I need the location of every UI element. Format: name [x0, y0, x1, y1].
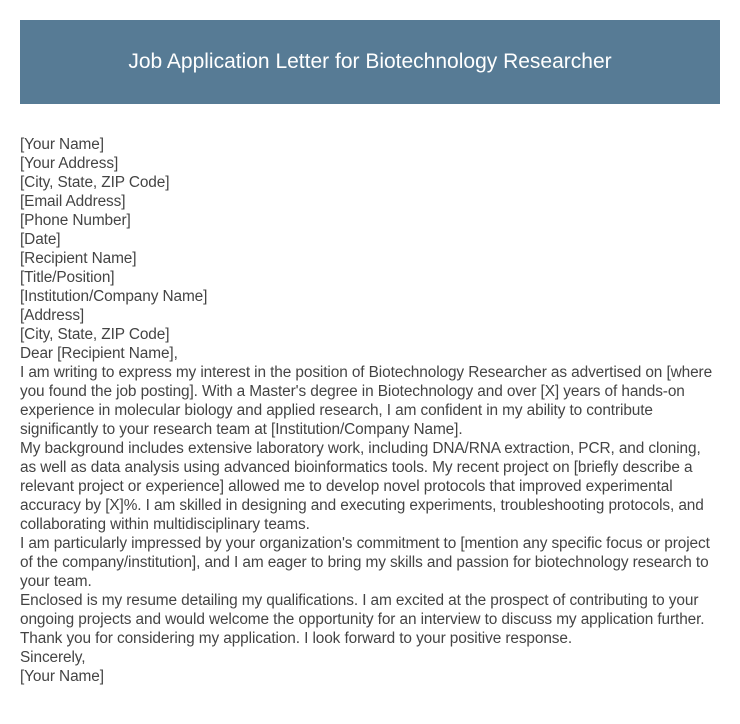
- signature: [Your Name]: [20, 668, 104, 685]
- paragraph-background: My background includes extensive laboratory work, including DNA/RNA extraction, PCR, and cloning, as well as data analysis using advanced bioinformatics tools. My recent project on [briefly describe a relevant project or experience] allowed me to develop novel protocols that improved experimental accuracy by [X]%. I am skilled in designing and executing experiments, troubleshooting protocols, and collaborating within multidisciplinary teams.: [20, 440, 704, 533]
- paragraph-enclosure: Enclosed is my resume detailing my qualifications. I am excited at the prospect of contributing to your ongoing projects and would welcome the opportunity for an interview to discuss my application further.: [20, 592, 705, 628]
- recipient-city-state-zip: [City, State, ZIP Code]: [20, 326, 170, 343]
- paragraph-thanks: Thank you for considering my application. I look forward to your positive response.: [20, 630, 573, 647]
- closing: Sincerely,: [20, 649, 86, 666]
- salutation: Dear [Recipient Name],: [20, 345, 178, 362]
- sender-address: [Your Address]: [20, 155, 119, 172]
- letter-date: [Date]: [20, 231, 61, 248]
- sender-name: [Your Name]: [20, 136, 104, 153]
- recipient-address: [Address]: [20, 307, 85, 324]
- recipient-name: [Recipient Name]: [20, 250, 137, 267]
- page-title: Job Application Letter for Biotechnology Researcher: [128, 50, 612, 73]
- letter-body: [20, 135, 720, 686]
- sender-email: [Email Address]: [20, 193, 126, 210]
- recipient-institution: [Institution/Company Name]: [20, 288, 208, 305]
- sender-city-state-zip: [City, State, ZIP Code]: [20, 174, 170, 191]
- paragraph-intro: I am writing to express my interest in the position of Biotechnology Researcher as advertised on [where you found the job posting]. With a Master's degree in Biotechnology and over [X] years of hands-on experience in molecular biology and applied research, I am confident in my ability to contribute significantly to your research team at [Institution/Company Name].: [20, 364, 713, 438]
- title-banner: [20, 20, 720, 104]
- sender-phone: [Phone Number]: [20, 212, 131, 229]
- recipient-title: [Title/Position]: [20, 269, 115, 286]
- paragraph-motivation: I am particularly impressed by your organization's commitment to [mention any specific focus or project of the company/institution], and I am eager to bring my skills and passion for biotechnology research to your team.: [20, 535, 710, 590]
